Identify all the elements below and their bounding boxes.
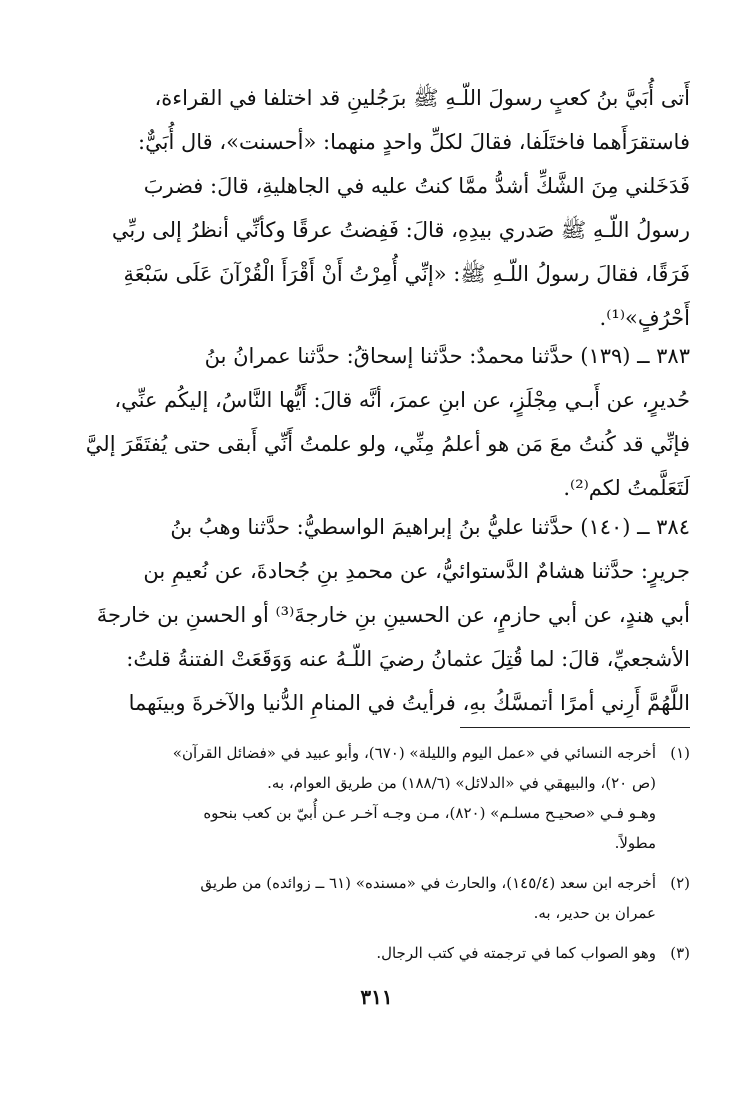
text-line: ٣٨٣ ــ (١٣٩) حدَّثنا محمدٌ: حدَّثنا إسحاقُ: حدَّثنا عمرانُ بنُ bbox=[204, 344, 690, 368]
footnote-text: أخرجه النسائي في «عمل اليوم والليلة» (٦٧٠)، وأبو عبيد في «فضائل القرآن» bbox=[172, 744, 656, 762]
text-line: اللَّهُمَّ أَرِني أمرًا أتمسَّكُ بهِ، فرأيتُ في المنامِ الدُّنيا والآخرةَ وبينَهما bbox=[128, 691, 690, 715]
footnote-separator bbox=[460, 727, 690, 728]
footnote-text: عمران بن حدير، به. bbox=[533, 904, 656, 922]
page-number: ٣١١ bbox=[360, 985, 393, 1009]
footnote-text: وهو الصواب كما في ترجمته في كتب الرجال. bbox=[376, 944, 656, 962]
text-line: أَحْرُفٍ»⁽¹⁾. bbox=[599, 306, 690, 330]
text-line: حُديرٍ، عن أَبـي مِجْلَزٍ، عن ابنِ عمرَ، أنَّه قالَ: أَيُّها النَّاسُ، إليكُم عنِّي، bbox=[114, 388, 690, 412]
footnote-text: مطولاً. bbox=[614, 834, 656, 852]
footnotes bbox=[78, 738, 690, 978]
paragraph-hadith-ubayy bbox=[78, 76, 690, 340]
text-line: فَرَقًا، فقالَ رسولُ اللّـهِ ﷺ: «إنِّي أُمِرْتُ أَنْ أَقْرَأَ الْقُرْآنَ عَلَى سَبْعَةِ bbox=[123, 262, 690, 286]
footnote-number: (٢) bbox=[670, 874, 690, 892]
paragraph-384 bbox=[78, 505, 690, 725]
text-line: أبي هندٍ، عن أبي حازمٍ، عن الحسينِ بنِ خارجةَ⁽³⁾ أو الحسنِ بن خارجةَ bbox=[96, 603, 690, 627]
text-line: جريرٍ: حدَّثنا هشامٌ الدَّستوائيُّ، عن محمدِ بنِ جُحادةَ، عن نُعيمِ بن bbox=[143, 559, 690, 583]
footnote-text: (ص ٢٠)، والبيهقي في «الدلائل» (١٨٨/٦) من طريق العوام، به. bbox=[267, 774, 656, 792]
text-line: فَدَخَلني مِنَ الشَّكِّ أشدُّ ممَّا كنتُ عليه في الجاهليةِ، قالَ: فضربَ bbox=[143, 174, 690, 198]
footnote-number: (١) bbox=[670, 744, 690, 762]
text-line: فاستقرَأَهما فاختَلَفا، فقالَ لكلِّ واحدٍ منهما: «أحسنت»، قال أُبَيٌّ: bbox=[138, 130, 690, 154]
footnote-1 bbox=[78, 738, 690, 858]
text-line: ٣٨٤ ــ (١٤٠) حدَّثنا عليُّ بنُ إبراهيمَ الواسطيُّ: حدَّثنا وهبُ بنُ bbox=[170, 515, 690, 539]
text-line: أَتى أُبَيَّ بنُ كعبٍ رسولَ اللّـهِ ﷺ برَجُلينِ قد اختلفا في القراءة، bbox=[154, 86, 690, 110]
footnote-3 bbox=[78, 938, 690, 968]
text-line: رسولُ اللّـهِ ﷺ صَدري بيدِهِ، قالَ: فَفِضتُ عرقًا وكأنِّي أنظرُ إلى ربِّي bbox=[111, 218, 690, 242]
footnote-number: (٣) bbox=[670, 944, 690, 962]
text-line: لَتَعَلَّمتُ لكم⁽²⁾. bbox=[563, 476, 690, 500]
footnote-2 bbox=[78, 868, 690, 928]
footnote-text: وهـو فـي «صحيـح مسلـم» (٨٢٠)، مـن وجـه آخـر عـن أُبيّ بن كعب بنحوه bbox=[203, 804, 656, 822]
text-line: الأشجعيِّ، قالَ: لما قُتِلَ عثمانُ رضيَ اللّـهُ عنه وَوَقَعَتْ الفتنةُ قلتُ: bbox=[126, 647, 690, 671]
text-line: فإنِّي قد كُنتُ معَ مَن هو أعلمُ مِنِّي، ولو علمتُ أَنِّي أَبقى حتى يُفتَقَرَ إليَّ bbox=[85, 432, 690, 456]
footnote-text: أخرجه ابن سعد (١٤٥/٤)، والحارث في «مسنده» (٦١ ــ زوائده) من طريق bbox=[200, 874, 656, 892]
paragraph-383 bbox=[78, 334, 690, 510]
